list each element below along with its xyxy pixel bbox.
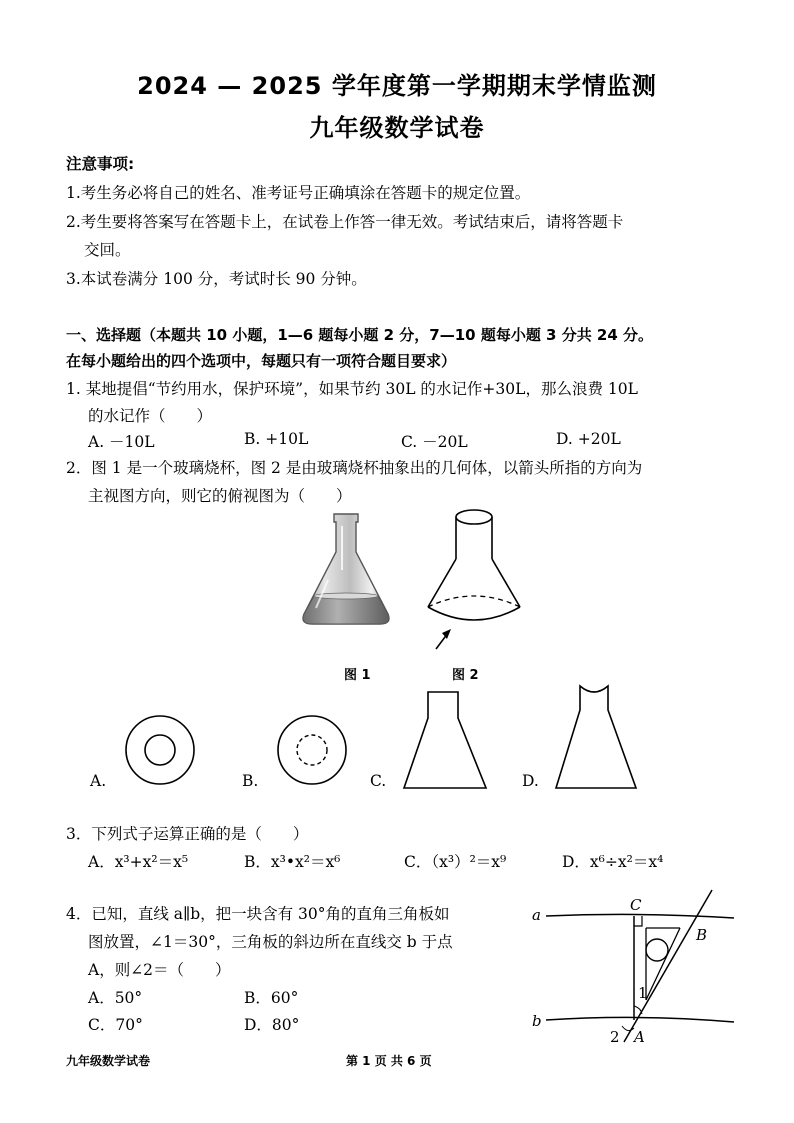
label-angle-1: 1 [638, 984, 648, 1002]
notice-item-2: 2.考生要将答案写在答题卡上，在试卷上作答一律无效。考试结束后，请将答题卡 [66, 213, 624, 231]
footer-exam-name: 九年级数学试卷 [66, 1054, 151, 1068]
q3-option-b: B．x³•x²＝x⁶ [244, 853, 341, 871]
question-3: 3．下列式子运算正确的是（ ） [66, 825, 309, 843]
question-2-cont: 主视图方向，则它的俯视图为（ ） [88, 487, 352, 505]
q4-option-b: B．60° [244, 989, 299, 1007]
q4-option-a: A．50° [88, 989, 143, 1007]
label-line-a: a [532, 906, 541, 924]
q1-option-a: A. －10L [88, 433, 155, 451]
q2-option-b-label: B. [242, 772, 259, 790]
exam-title: 2024 — 2025 学年度第一学期期末学情监测 [137, 72, 657, 100]
flask-solid-figure [420, 505, 530, 655]
figure-2-caption: 图 2 [452, 668, 479, 683]
question-1-cont: 的水记作（ ） [88, 407, 213, 425]
question-4: 4．已知，直线 a∥b，把一块含有 30°角的直角三角板如 [66, 905, 450, 923]
q2-option-a-figure [120, 716, 200, 796]
q3-option-c: C．（x³）²＝x⁹ [404, 853, 507, 871]
figure-1-caption: 图 1 [344, 668, 371, 683]
label-point-b: B [696, 926, 708, 944]
q4-option-c: C．70° [88, 1016, 143, 1034]
notice-item-2-cont: 交回。 [84, 241, 131, 259]
label-angle-2: 2 [610, 1028, 620, 1046]
q1-option-c: C. －20L [401, 433, 468, 451]
q2-option-d-figure [550, 684, 640, 794]
q2-option-c-label: C. [370, 772, 387, 790]
q1-option-b: B. +10L [244, 430, 309, 448]
question-2: 2．图 1 是一个玻璃烧杯，图 2 是由玻璃烧杯抽象出的几何体，以箭头所指的方向为 [66, 459, 643, 477]
question-4-cont: 图放置，∠1＝30°，三角板的斜边所在直线交 b 于点 [88, 933, 453, 951]
notice-item-3: 3.本试卷满分 100 分，考试时长 90 分钟。 [66, 270, 367, 288]
footer-page-number: 第 1 页 共 6 页 [346, 1054, 432, 1068]
q2-option-d-label: D. [522, 772, 539, 790]
q4-option-d: D．80° [244, 1016, 300, 1034]
flask-photo-figure [300, 510, 395, 630]
exam-subtitle: 九年级数学试卷 [309, 114, 485, 142]
label-line-b: b [532, 1012, 542, 1030]
question-1: 1. 某地提倡“节约用水，保护环境”，如果节约 30L 的水记作+30L，那么浪费 10L [66, 380, 638, 398]
section-heading: 一、选择题（本题共 10 小题，1—6 题每小题 2 分，7—10 题每小题 3 分共 24 分。 [66, 326, 654, 344]
q3-option-d: D．x⁶÷x²＝x⁴ [562, 853, 664, 871]
q2-option-b-figure [272, 716, 352, 796]
q2-option-a-label: A. [90, 772, 107, 790]
q1-option-d: D. +20L [556, 430, 621, 448]
label-point-a: A [634, 1028, 645, 1046]
q2-option-c-figure [400, 690, 490, 795]
section-heading-cont: 在每小题给出的四个选项中，每题只有一项符合题目要求） [66, 352, 457, 370]
q3-option-a: A．x³+x²＝x⁵ [88, 853, 189, 871]
q4-geometry-figure [530, 888, 740, 1048]
notice-item-1: 1.考生务必将自己的姓名、准考证号正确填涂在答题卡的规定位置。 [66, 184, 531, 202]
notice-heading: 注意事项: [66, 155, 135, 173]
label-point-c: C [630, 896, 642, 914]
question-4-cont-2: A，则∠2＝（ ） [88, 961, 231, 979]
